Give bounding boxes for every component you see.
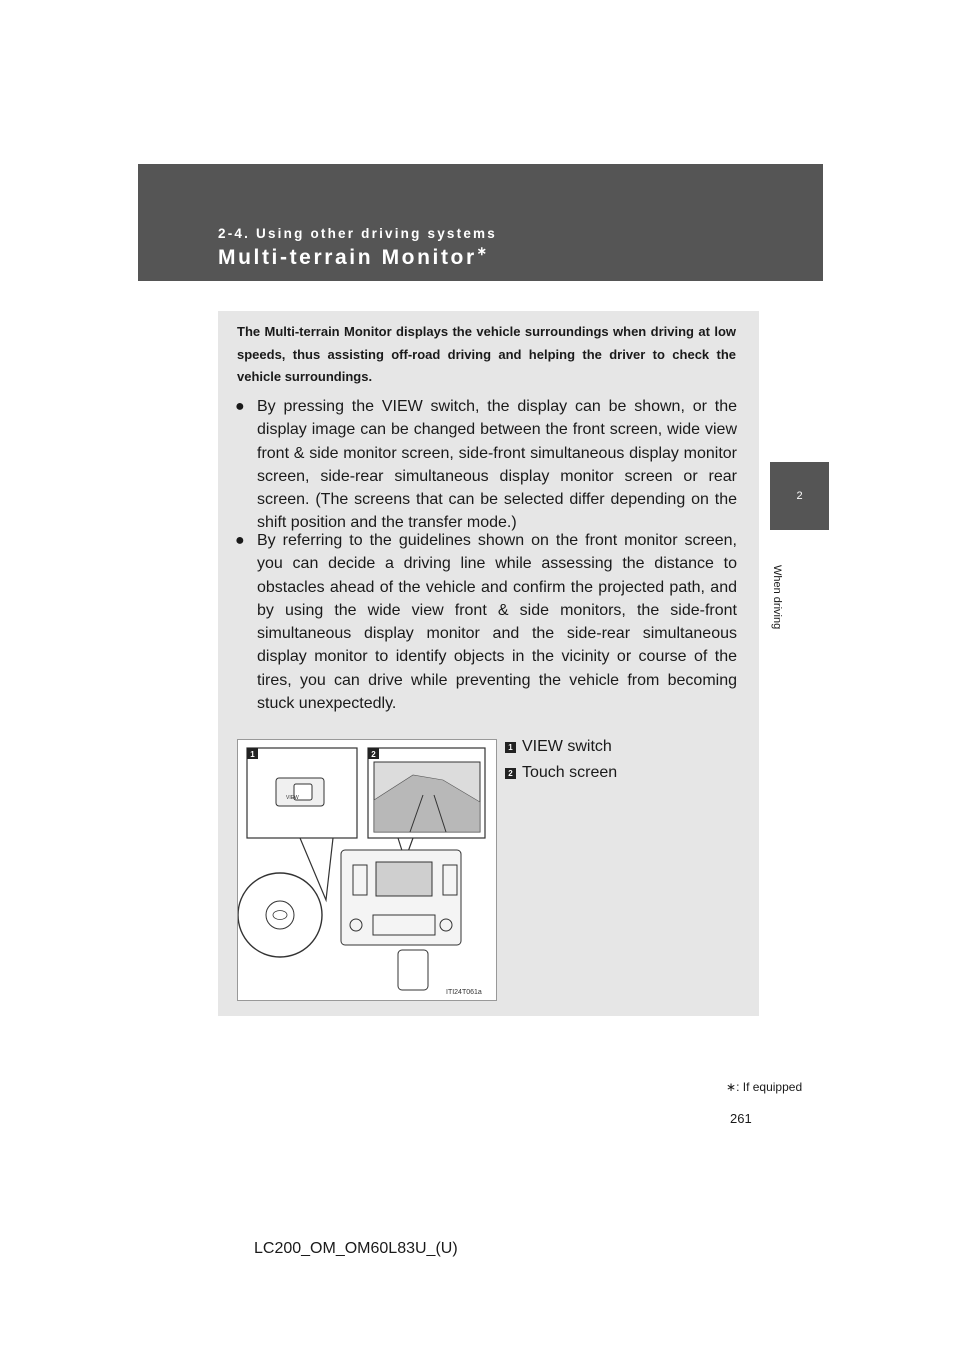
bullet-text: By referring to the guidelines shown on the front monitor screen, you can decide a driving line while assessing the distance to obstacles ahead of the vehicle and confirm the projected path, and by using the wide view front & side monitors, the side-front simultaneous display monitor and the side-rear simultaneous display monitor to identify objects in the vicinity or course of the tires, you can drive while preventing the vehicle from becoming stuck unexpectedly.	[257, 532, 737, 713]
intro-text: The Multi-terrain Monitor displays the vehicle surroundings when driving at low speeds, thus assisting off-road driving and helping the driver to check the vehicle surroundings.	[237, 324, 736, 384]
footnote-mark: ∗	[726, 1080, 737, 1094]
bullet-item	[235, 529, 737, 715]
document-code: LC200_OM_OM60L83U_(U)	[254, 1240, 458, 1257]
page-number: 261	[730, 1111, 752, 1126]
chapter-label: When driving	[771, 565, 783, 630]
callout-label: Touch screen	[522, 764, 618, 781]
page-title	[218, 246, 487, 270]
dashboard-drawing	[238, 740, 496, 1000]
page-header	[138, 164, 823, 281]
callout-label: VIEW switch	[522, 738, 612, 755]
callout-item	[505, 760, 745, 786]
footnote	[726, 1080, 802, 1094]
if-equipped-mark: ∗	[476, 244, 487, 258]
pointer-line-1	[300, 838, 333, 900]
view-switch-text: VIEW	[286, 795, 299, 801]
touch-screen-icon	[376, 862, 432, 896]
content-panel	[218, 311, 759, 1016]
page-title-text: Multi-terrain Monitor	[218, 246, 477, 269]
chapter-tab: 2	[770, 462, 829, 530]
callout-number: 1	[505, 742, 516, 753]
toyota-logo-icon	[273, 911, 287, 920]
bullet-dot-icon: ●	[235, 398, 245, 415]
bullet-text: By pressing the VIEW switch, the display can be shown, or the display image can be changed between the front screen, wide view front & side monitor screen, side-front simultaneous display monitor screen, side-rear simultaneous display monitor screen or rear screen. (The screens that can be selected differ depending on the shift position and the transfer mode.)	[257, 398, 737, 532]
bullet-dot-icon: ●	[235, 532, 245, 549]
callout-number: 2	[505, 768, 516, 779]
shift-lever-icon	[398, 950, 428, 990]
steering-hub	[266, 901, 294, 929]
callout-list	[505, 734, 745, 786]
inset-marker-2-label: 2	[371, 750, 376, 759]
steering-wheel-icon	[238, 873, 322, 957]
bullet-item	[235, 395, 737, 535]
callout-item	[505, 734, 745, 760]
dashboard-illustration	[237, 739, 497, 1001]
footnote-text: : If equipped	[736, 1080, 803, 1094]
figure-code: ITI24T061a	[446, 989, 482, 996]
section-label: 2-4. Using other driving systems	[218, 226, 497, 241]
inset-marker-1-label: 1	[250, 750, 255, 759]
